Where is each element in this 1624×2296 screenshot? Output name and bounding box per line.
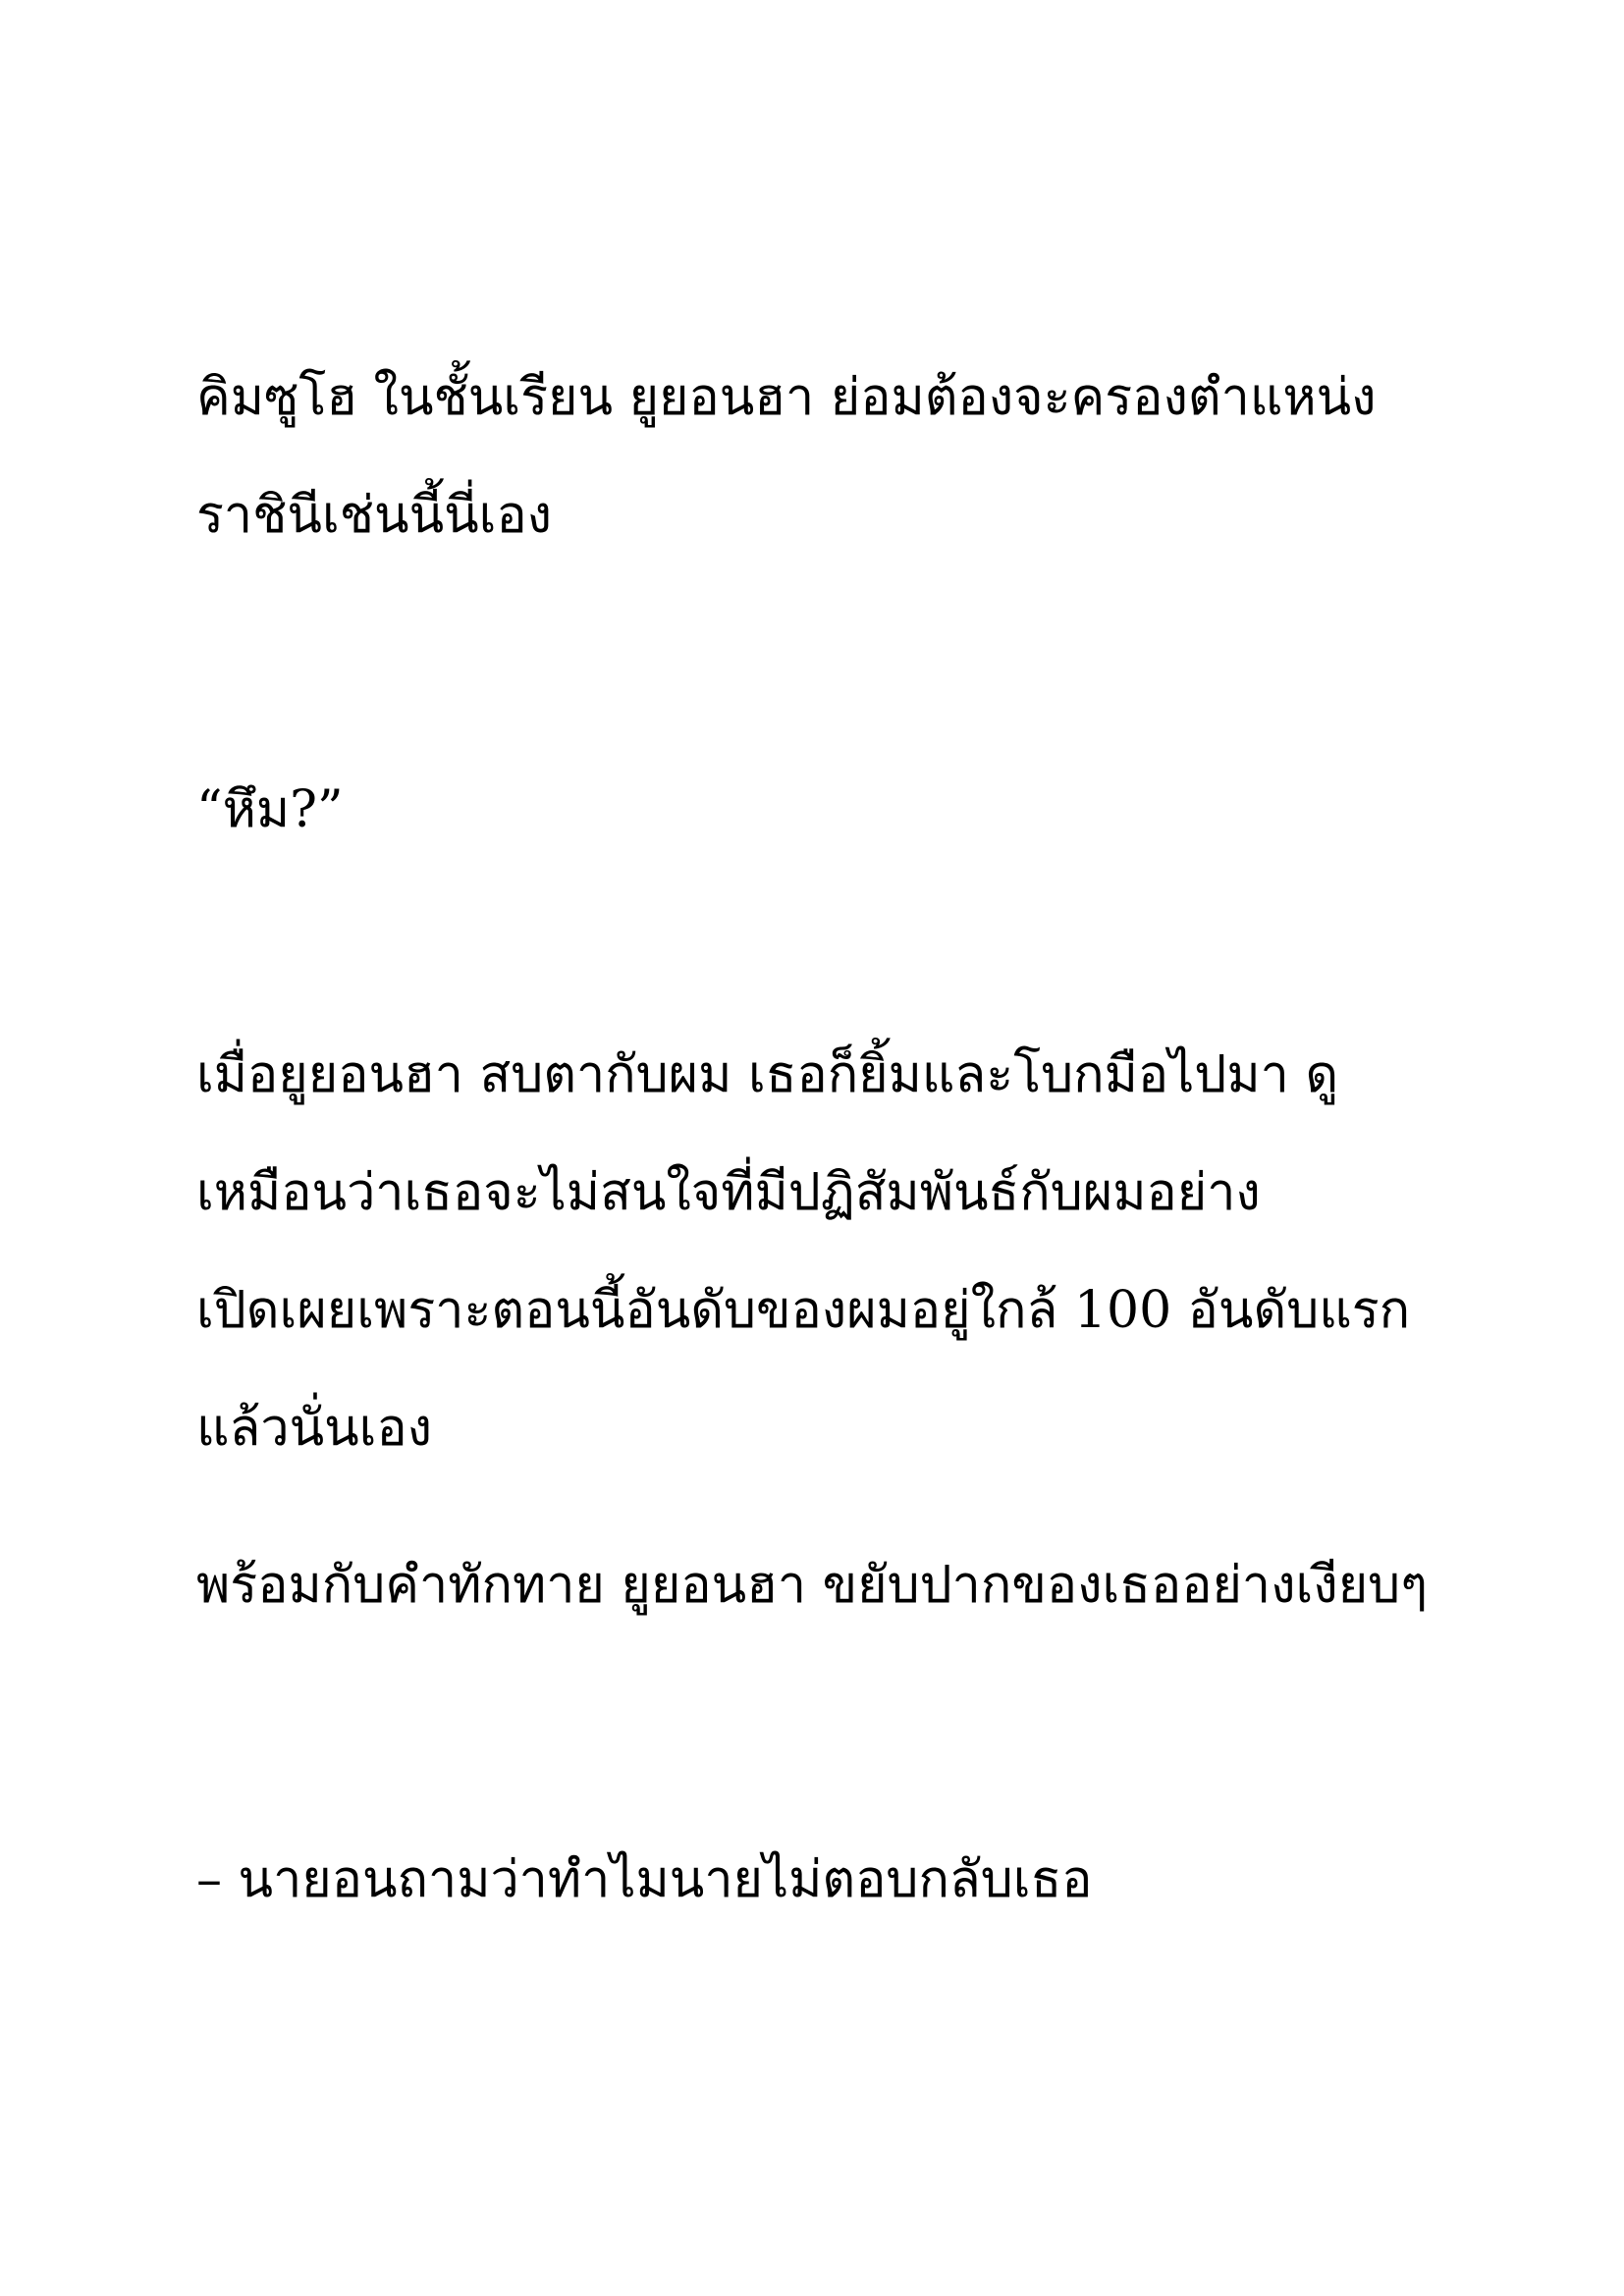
paragraph-4 [196, 1526, 1473, 1644]
paragraph-3 [196, 1016, 1473, 1487]
paragraph-2 [196, 751, 1473, 869]
text-line: เมื่อยูยอนฮา สบตากับผม เธอก็ยิ้มและโบกมือไปมา ดู [196, 1045, 1339, 1104]
text-line: – นายอนถามว่าทำไมนายไม่ตอบกลับเธอ [196, 1850, 1093, 1909]
text-line: “หึม?” [196, 780, 344, 839]
text-line: พร้อมกับคำทักทาย ยูยอนฮา ขยับปากของเธออย่างเงียบๆ [196, 1556, 1429, 1615]
text-line: เหมือนว่าเธอจะไม่สนใจที่มีปฏิสัมพันธ์กับผมอย่าง [196, 1163, 1261, 1222]
paragraph-5 [196, 1821, 1473, 1939]
text-line: คิมซูโฮ ในชั้นเรียน ยูยอนฮา ย่อมต้องจะครองตำแหน่ง [196, 368, 1377, 427]
text-line: เปิดเผยเพราะตอนนี้อันดับของผมอยู่ใกล้ 100 อันดับแรก [196, 1281, 1411, 1340]
paragraph-1 [196, 339, 1473, 574]
text-line: ราชินีเช่นนี้นี่เอง [196, 486, 553, 545]
text-line: แล้วนั่นเอง [196, 1399, 433, 1458]
